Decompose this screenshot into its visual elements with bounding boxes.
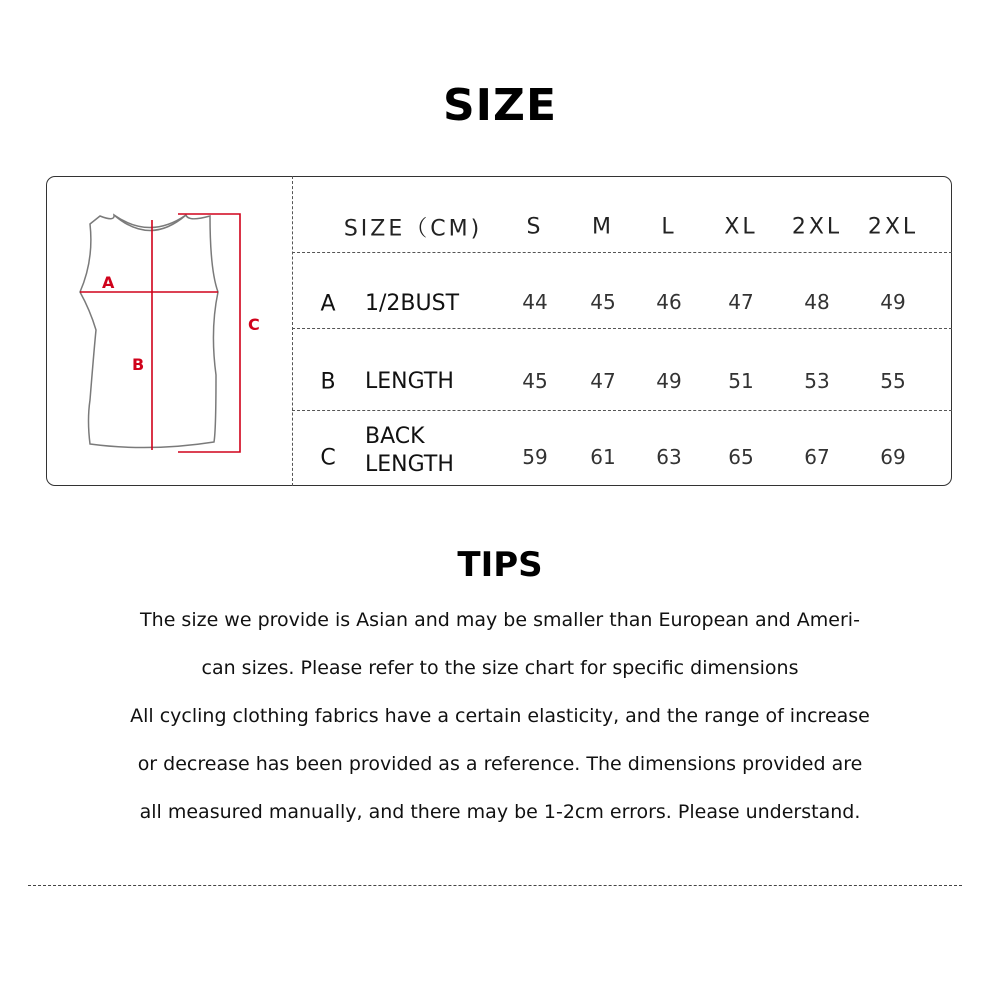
table-cell: 49	[880, 290, 906, 314]
tips-line: The size we provide is Asian and may be smaller than European and Ameri-	[140, 609, 860, 631]
sleeveless-jersey-icon	[70, 200, 290, 470]
size-col-header: L	[661, 214, 677, 240]
table-cell: 51	[728, 369, 754, 393]
tips-line: can sizes. Please refer to the size chart for specific dimensions	[201, 657, 799, 679]
row-key: A	[320, 291, 336, 317]
table-cell: 69	[880, 445, 906, 469]
row-divider	[292, 328, 952, 329]
tips-title: TIPS	[457, 545, 543, 585]
tips-text	[60, 596, 940, 836]
table-cell: 45	[590, 290, 616, 314]
page-title: SIZE	[442, 80, 558, 131]
size-col-header: 2XL	[791, 214, 843, 240]
table-cell: 55	[880, 369, 906, 393]
label-b: B	[132, 355, 145, 374]
row-divider	[292, 252, 952, 253]
tips-line: or decrease has been provided as a reference. The dimensions provided are	[137, 753, 863, 775]
size-unit-header: SIZE（CM)	[343, 216, 483, 242]
label-c: C	[248, 315, 260, 334]
table-cell: 53	[804, 369, 830, 393]
row-key: B	[320, 369, 336, 395]
table-cell: 59	[522, 445, 548, 469]
table-cell: 67	[804, 445, 830, 469]
table-cell: 65	[728, 445, 754, 469]
table-cell: 44	[522, 290, 548, 314]
panel-divider	[292, 176, 293, 486]
size-col-header: 2XL	[867, 214, 919, 240]
table-cell: 47	[728, 290, 754, 314]
table-cell: 45	[522, 369, 548, 393]
size-col-header: S	[526, 214, 544, 240]
size-col-header: M	[592, 214, 614, 240]
table-cell: 48	[804, 290, 830, 314]
row-divider	[292, 410, 952, 411]
row-name: BACK	[365, 424, 425, 449]
row-name: LENGTH	[365, 369, 454, 394]
bottom-divider	[28, 885, 962, 886]
label-a: A	[102, 273, 115, 292]
tips-line: all measured manually, and there may be 1-2cm errors. Please understand.	[139, 801, 861, 823]
table-cell: 49	[656, 369, 682, 393]
size-col-header: XL	[724, 214, 758, 240]
tips-line: All cycling clothing fabrics have a certain elasticity, and the range of increase	[130, 705, 870, 727]
row-name: LENGTH	[365, 452, 454, 477]
table-cell: 47	[590, 369, 616, 393]
table-cell: 63	[656, 445, 682, 469]
table-cell: 46	[656, 290, 682, 314]
row-name: 1/2BUST	[365, 291, 460, 316]
table-cell: 61	[590, 445, 616, 469]
row-key: C	[320, 445, 336, 471]
